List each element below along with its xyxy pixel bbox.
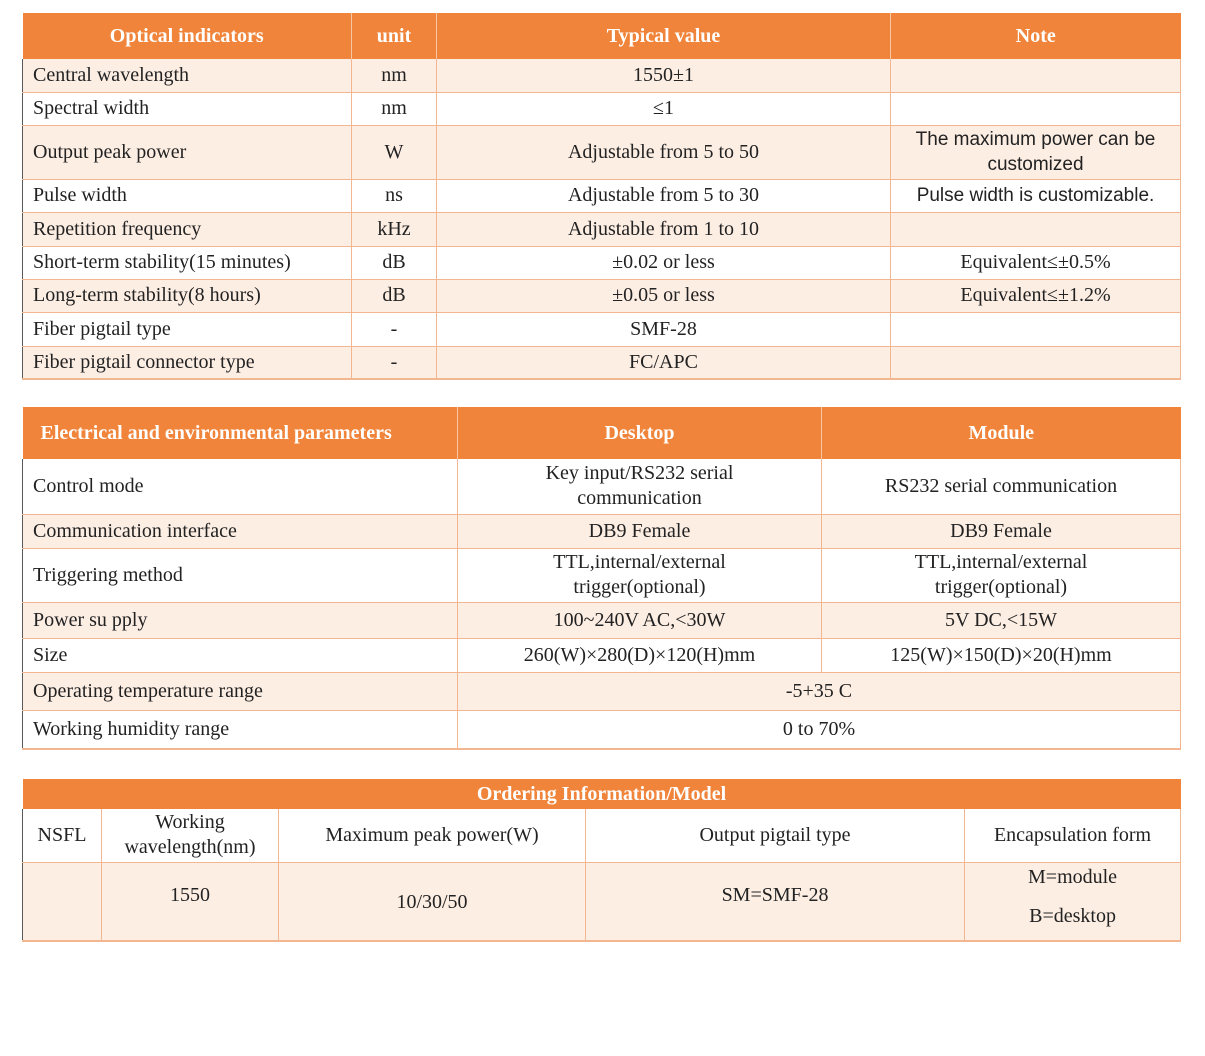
encapsulation-desktop: B=desktop [1029, 904, 1116, 927]
electrical-header-desktop: Desktop [458, 407, 822, 459]
unit-cell: - [352, 312, 437, 346]
value-cell: Adjustable from 5 to 30 [437, 179, 891, 212]
merged-value-cell: -5+35 C [458, 672, 1181, 710]
unit-cell: ns [352, 179, 437, 212]
optical-indicators-table [22, 13, 1181, 380]
desktop-cell: TTL,internal/external trigger(optional) [458, 548, 822, 602]
table-row [23, 638, 1181, 672]
ordering-header-row [23, 809, 1181, 862]
table-row [23, 312, 1181, 346]
value-cell: SMF-28 [437, 312, 891, 346]
param-cell: Size [23, 638, 458, 672]
unit-cell: dB [352, 246, 437, 279]
param-cell: Long-term stability(8 hours) [23, 279, 352, 312]
table-row [23, 125, 1181, 179]
unit-cell: kHz [352, 212, 437, 246]
param-cell: Working humidity range [23, 710, 458, 749]
param-cell: Repetition frequency [23, 212, 352, 246]
encapsulation-header: Encapsulation form [965, 809, 1181, 862]
value-cell: ±0.05 or less [437, 279, 891, 312]
value-cell: Adjustable from 5 to 50 [437, 125, 891, 179]
param-cell: Control mode [23, 459, 458, 514]
module-cell: TTL,internal/external trigger(optional) [822, 548, 1181, 602]
table-row [23, 212, 1181, 246]
unit-cell: - [352, 346, 437, 379]
param-cell: Operating temperature range [23, 672, 458, 710]
encapsulation-module: M=module [1028, 865, 1118, 888]
param-cell: Triggering method [23, 548, 458, 602]
value-cell: FC/APC [437, 346, 891, 379]
wavelength-header: Working wavelength(nm) [102, 809, 279, 862]
table-row [23, 602, 1181, 638]
optical-header-param: Optical indicators [23, 13, 352, 59]
table-row [23, 548, 1181, 602]
module-cell: DB9 Female [822, 514, 1181, 548]
wavelength-value: 1550 [102, 862, 279, 941]
param-cell: Central wavelength [23, 59, 352, 92]
param-cell: Fiber pigtail connector type [23, 346, 352, 379]
power-header: Maximum peak power(W) [279, 809, 586, 862]
value-cell: Adjustable from 1 to 10 [437, 212, 891, 246]
table-row [23, 279, 1181, 312]
param-cell: Fiber pigtail type [23, 312, 352, 346]
note-cell [891, 92, 1181, 125]
module-cell: 125(W)×150(D)×20(H)mm [822, 638, 1181, 672]
note-cell [891, 346, 1181, 379]
pigtail-value: SM=SMF-28 [586, 862, 965, 941]
value-cell: ≤1 [437, 92, 891, 125]
param-cell: Power su pply [23, 602, 458, 638]
desktop-cell: 260(W)×280(D)×120(H)mm [458, 638, 822, 672]
desktop-cell: DB9 Female [458, 514, 822, 548]
pigtail-header: Output pigtail type [586, 809, 965, 862]
unit-cell: dB [352, 279, 437, 312]
merged-value-cell: 0 to 70% [458, 710, 1181, 749]
param-cell: Short-term stability(15 minutes) [23, 246, 352, 279]
optical-header-value: Typical value [437, 13, 891, 59]
note-cell [891, 59, 1181, 92]
value-cell: ±0.02 or less [437, 246, 891, 279]
ordering-title-row [23, 779, 1181, 809]
electrical-header-param: Electrical and environmental parameters [23, 407, 458, 459]
param-cell: Communication interface [23, 514, 458, 548]
table-row [23, 346, 1181, 379]
electrical-header-row [23, 407, 1181, 459]
param-cell: Output peak power [23, 125, 352, 179]
unit-cell: nm [352, 59, 437, 92]
param-cell: Pulse width [23, 179, 352, 212]
table-row [23, 672, 1181, 710]
note-cell: The maximum power can be customized [891, 125, 1181, 179]
optical-header-note: Note [891, 13, 1181, 59]
value-cell: 1550±1 [437, 59, 891, 92]
desktop-cell: Key input/RS232 serial communication [458, 459, 822, 514]
note-cell: Equivalent≤±1.2% [891, 279, 1181, 312]
table-row [23, 92, 1181, 125]
note-cell [891, 212, 1181, 246]
note-cell: Pulse width is customizable. [891, 179, 1181, 212]
desktop-cell: 100~240V AC,<30W [458, 602, 822, 638]
unit-cell: nm [352, 92, 437, 125]
param-cell: Spectral width [23, 92, 352, 125]
ordering-title: Ordering Information/Model [23, 779, 1181, 809]
ordering-values-row [23, 862, 1181, 941]
module-cell: 5V DC,<15W [822, 602, 1181, 638]
table-row [23, 514, 1181, 548]
table-row [23, 710, 1181, 749]
table-row [23, 459, 1181, 514]
table-row [23, 179, 1181, 212]
nsfl-header: NSFL [23, 809, 102, 862]
electrical-parameters-table [22, 407, 1181, 750]
nsfl-value [23, 862, 102, 941]
unit-cell: W [352, 125, 437, 179]
note-cell [891, 312, 1181, 346]
power-value: 10/30/50 [279, 862, 586, 941]
optical-header-row [23, 13, 1181, 59]
table-row [23, 246, 1181, 279]
table-row [23, 59, 1181, 92]
note-cell: Equivalent≤±0.5% [891, 246, 1181, 279]
module-cell: RS232 serial communication [822, 459, 1181, 514]
optical-header-unit: unit [352, 13, 437, 59]
encapsulation-value [965, 862, 1181, 941]
ordering-information-table [22, 779, 1181, 942]
electrical-header-module: Module [822, 407, 1181, 459]
